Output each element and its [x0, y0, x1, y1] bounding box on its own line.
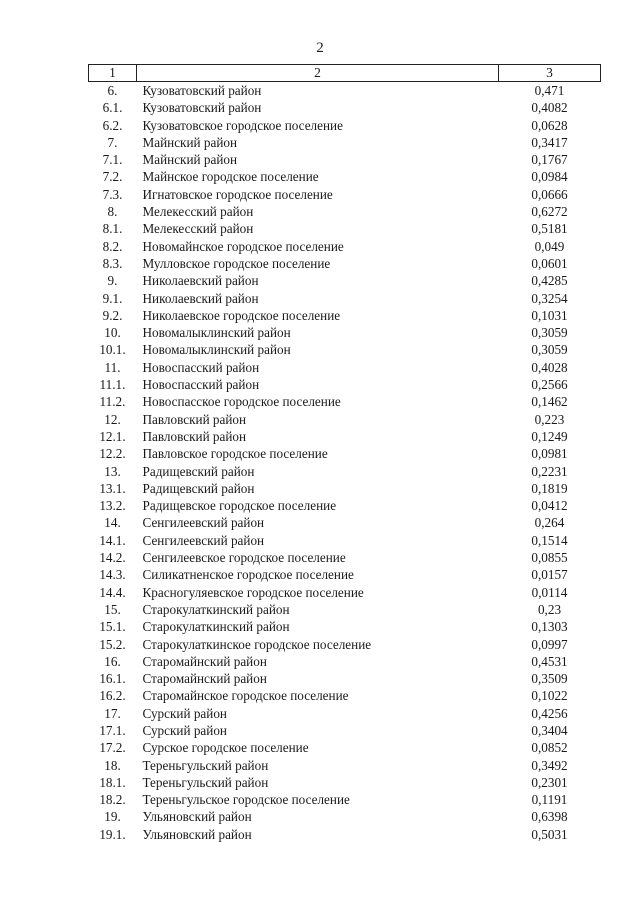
page-number: 2 — [316, 40, 324, 56]
row-value: 0,6398 — [531, 809, 568, 825]
table-row — [89, 341, 601, 358]
row-value: 0,0114 — [531, 584, 568, 600]
row-value: 0,471 — [534, 83, 565, 98]
row-number: 12.1. — [99, 428, 126, 444]
table-row — [89, 480, 601, 497]
table-row — [89, 411, 601, 428]
row-number: 7.3. — [102, 186, 123, 202]
column-header-name: 2 — [137, 65, 499, 82]
row-number: 6. — [107, 83, 118, 98]
table-row — [89, 272, 601, 289]
row-number: 18. — [104, 757, 121, 773]
table-row — [89, 670, 601, 687]
table-row — [89, 636, 601, 653]
row-value: 0,0984 — [531, 169, 568, 185]
table-row — [89, 739, 601, 756]
row-value: 0,2566 — [531, 377, 568, 393]
row-number: 17.2. — [99, 740, 126, 756]
column-header-number: 1 — [89, 65, 137, 82]
row-number: 16.1. — [99, 671, 126, 687]
row-number: 7.1. — [102, 152, 123, 168]
row-number: 9. — [107, 273, 118, 289]
table-row — [89, 514, 601, 531]
row-name: Сенгилеевский район — [142, 532, 265, 548]
row-number: 8.1. — [102, 221, 123, 237]
table-row — [89, 826, 601, 843]
row-name: Тереньгульский район — [142, 774, 269, 790]
row-value: 0,0628 — [531, 117, 568, 133]
row-name: Новоспасский район — [142, 377, 260, 393]
row-number: 14.2. — [99, 550, 126, 566]
row-number: 18.2. — [99, 792, 126, 808]
table-row — [89, 393, 601, 410]
row-name: Радищевский район — [142, 480, 255, 496]
row-name: Старомайнский район — [142, 671, 267, 687]
row-number: 13. — [104, 463, 121, 479]
table-row — [89, 238, 601, 255]
table-row — [89, 203, 601, 220]
row-name: Павловский район — [142, 428, 247, 444]
row-name: Сурское городское поселение — [142, 740, 309, 756]
table-row — [89, 687, 601, 704]
row-value: 0,4285 — [531, 273, 568, 289]
row-value: 0,3417 — [531, 134, 568, 150]
table-row — [89, 99, 601, 116]
table-row — [89, 445, 601, 462]
row-value: 0,0981 — [531, 446, 568, 462]
row-name: Старокулаткинский район — [142, 601, 290, 617]
table-row — [89, 463, 601, 480]
row-name: Красногуляевское городское поселение — [142, 584, 364, 600]
row-value: 0,1249 — [531, 428, 568, 444]
row-name: Новомайнское городское поселение — [142, 238, 344, 254]
row-value: 0,3509 — [531, 671, 568, 687]
table-header-row — [89, 65, 601, 82]
row-name: Сенгилеевский район — [142, 515, 265, 531]
table-row — [89, 376, 601, 393]
row-number: 15. — [104, 601, 121, 617]
row-number: 19. — [104, 809, 121, 825]
row-number: 6.1. — [102, 100, 123, 116]
table-row — [89, 186, 601, 203]
table-row — [89, 566, 601, 583]
row-name: Павловский район — [142, 411, 247, 427]
row-number: 11.2. — [99, 394, 126, 410]
row-name: Игнатовское городское поселение — [142, 186, 333, 202]
row-value: 0,0666 — [531, 186, 568, 202]
row-number: 17. — [104, 705, 121, 721]
row-name: Майнское городское поселение — [142, 169, 319, 185]
row-number: 15.1. — [99, 619, 126, 635]
row-value: 0,4028 — [531, 359, 568, 375]
row-number: 14.4. — [99, 584, 126, 600]
row-value: 0,1191 — [531, 792, 568, 808]
row-value: 0,1303 — [531, 619, 568, 635]
row-number: 10. — [104, 325, 121, 341]
row-value: 0,0855 — [531, 550, 568, 566]
row-name: Николаевское городское поселение — [142, 307, 341, 323]
table-row — [89, 705, 601, 722]
table-row — [89, 307, 601, 324]
row-value: 0,3059 — [531, 342, 568, 358]
table-row — [89, 757, 601, 774]
table-body — [89, 82, 601, 844]
row-name: Тереньгульское городское поселение — [142, 792, 350, 808]
row-number: 9.2. — [102, 307, 123, 323]
row-number: 7. — [107, 134, 118, 150]
row-name: Майнский район — [142, 152, 238, 168]
row-name: Новомалыклинский район — [142, 342, 291, 358]
row-name: Новомалыклинский район — [142, 325, 291, 341]
row-value: 0,264 — [534, 515, 565, 531]
row-value: 0,223 — [534, 411, 565, 427]
row-number: 12.2. — [99, 446, 126, 462]
row-number: 13.1. — [99, 480, 126, 496]
row-name: Мелекесский район — [142, 221, 254, 237]
table-row — [89, 497, 601, 514]
row-value: 0,23 — [537, 601, 562, 617]
table-row — [89, 601, 601, 618]
column-header-value: 3 — [499, 65, 601, 82]
row-value: 0,0852 — [531, 740, 568, 756]
table-row — [89, 808, 601, 825]
row-number: 11.1. — [99, 377, 126, 393]
row-number: 9.1. — [102, 290, 123, 306]
row-number: 6.2. — [102, 117, 123, 133]
row-value: 0,0412 — [531, 498, 568, 514]
table-row — [89, 722, 601, 739]
row-number: 10.1. — [99, 342, 126, 358]
row-name: Сурский район — [142, 722, 227, 738]
row-name: Кузоватовское городское поселение — [142, 117, 343, 133]
row-number: 14. — [104, 515, 121, 531]
row-value: 0,1767 — [531, 152, 568, 168]
row-number: 17.1. — [99, 722, 126, 738]
table-row — [89, 255, 601, 272]
table-row — [89, 618, 601, 635]
row-number: 8. — [107, 204, 118, 220]
row-value: 0,049 — [534, 238, 565, 254]
row-name: Старомайнское городское поселение — [142, 688, 349, 704]
row-name: Старомайнский район — [142, 653, 267, 669]
row-value: 0,6272 — [531, 204, 568, 220]
row-value: 0,1819 — [531, 480, 568, 496]
row-number: 16. — [104, 653, 121, 669]
row-name: Новоспасский район — [142, 359, 260, 375]
table-row — [89, 774, 601, 791]
row-number: 12. — [104, 411, 121, 427]
table-row — [89, 359, 601, 376]
row-value: 0,4531 — [531, 653, 568, 669]
row-name: Старокулаткинский район — [142, 619, 290, 635]
row-value: 0,1022 — [531, 688, 568, 704]
table-row — [89, 549, 601, 566]
row-number: 7.2. — [102, 169, 123, 185]
row-name: Николаевский район — [142, 290, 259, 306]
row-name: Кузоватовский район — [142, 83, 262, 98]
row-value: 0,0997 — [531, 636, 568, 652]
row-value: 0,5031 — [531, 826, 568, 842]
table-row — [89, 168, 601, 185]
table-row — [89, 117, 601, 134]
row-value: 0,1462 — [531, 394, 568, 410]
row-name: Ульяновский район — [142, 826, 252, 842]
table-row — [89, 134, 601, 151]
row-name: Сенгилеевское городское поселение — [142, 550, 346, 566]
row-number: 14.3. — [99, 567, 126, 583]
row-value: 0,2231 — [531, 463, 568, 479]
table-row — [89, 324, 601, 341]
row-value: 0,3059 — [531, 325, 568, 341]
row-name: Николаевский район — [142, 273, 259, 289]
row-number: 14.1. — [99, 532, 126, 548]
table-row — [89, 532, 601, 549]
table-row — [89, 290, 601, 307]
row-name: Майнский район — [142, 134, 238, 150]
row-name: Кузоватовский район — [142, 100, 262, 116]
row-value: 0,5181 — [531, 221, 568, 237]
row-name: Старокулаткинское городское поселение — [142, 636, 372, 652]
row-name: Мулловское городское поселение — [142, 255, 331, 271]
row-value: 0,4256 — [531, 705, 568, 721]
row-name: Новоспасское городское поселение — [142, 394, 341, 410]
row-name: Сурский район — [142, 705, 227, 721]
table-row — [89, 428, 601, 445]
row-number: 11. — [104, 359, 121, 375]
allocation-table — [88, 64, 601, 843]
table-row — [89, 584, 601, 601]
row-number: 15.2. — [99, 636, 126, 652]
row-name: Силикатненское городское поселение — [142, 567, 354, 583]
row-name: Ульяновский район — [142, 809, 252, 825]
row-name: Радищевский район — [142, 463, 255, 479]
row-number: 13.2. — [99, 498, 126, 514]
row-number: 8.2. — [102, 238, 123, 254]
row-value: 0,1514 — [531, 532, 568, 548]
row-number: 16.2. — [99, 688, 126, 704]
row-number: 8.3. — [102, 255, 123, 271]
row-name: Павловское городское поселение — [142, 446, 328, 462]
row-value: 0,1031 — [531, 307, 568, 323]
row-value: 0,2301 — [531, 774, 568, 790]
table-row — [89, 82, 601, 100]
row-number: 19.1. — [99, 826, 126, 842]
row-name: Тереньгульский район — [142, 757, 269, 773]
row-value: 0,4082 — [531, 100, 568, 116]
row-value: 0,0157 — [531, 567, 568, 583]
table-row — [89, 791, 601, 808]
row-value: 0,3254 — [531, 290, 568, 306]
row-value: 0,0601 — [531, 255, 568, 271]
row-number: 18.1. — [99, 774, 126, 790]
table-row — [89, 653, 601, 670]
row-name: Радищевское городское поселение — [142, 498, 337, 514]
row-value: 0,3492 — [531, 757, 568, 773]
table-row — [89, 151, 601, 168]
row-name: Мелекесский район — [142, 204, 254, 220]
row-value: 0,3404 — [531, 722, 568, 738]
table-row — [89, 220, 601, 237]
